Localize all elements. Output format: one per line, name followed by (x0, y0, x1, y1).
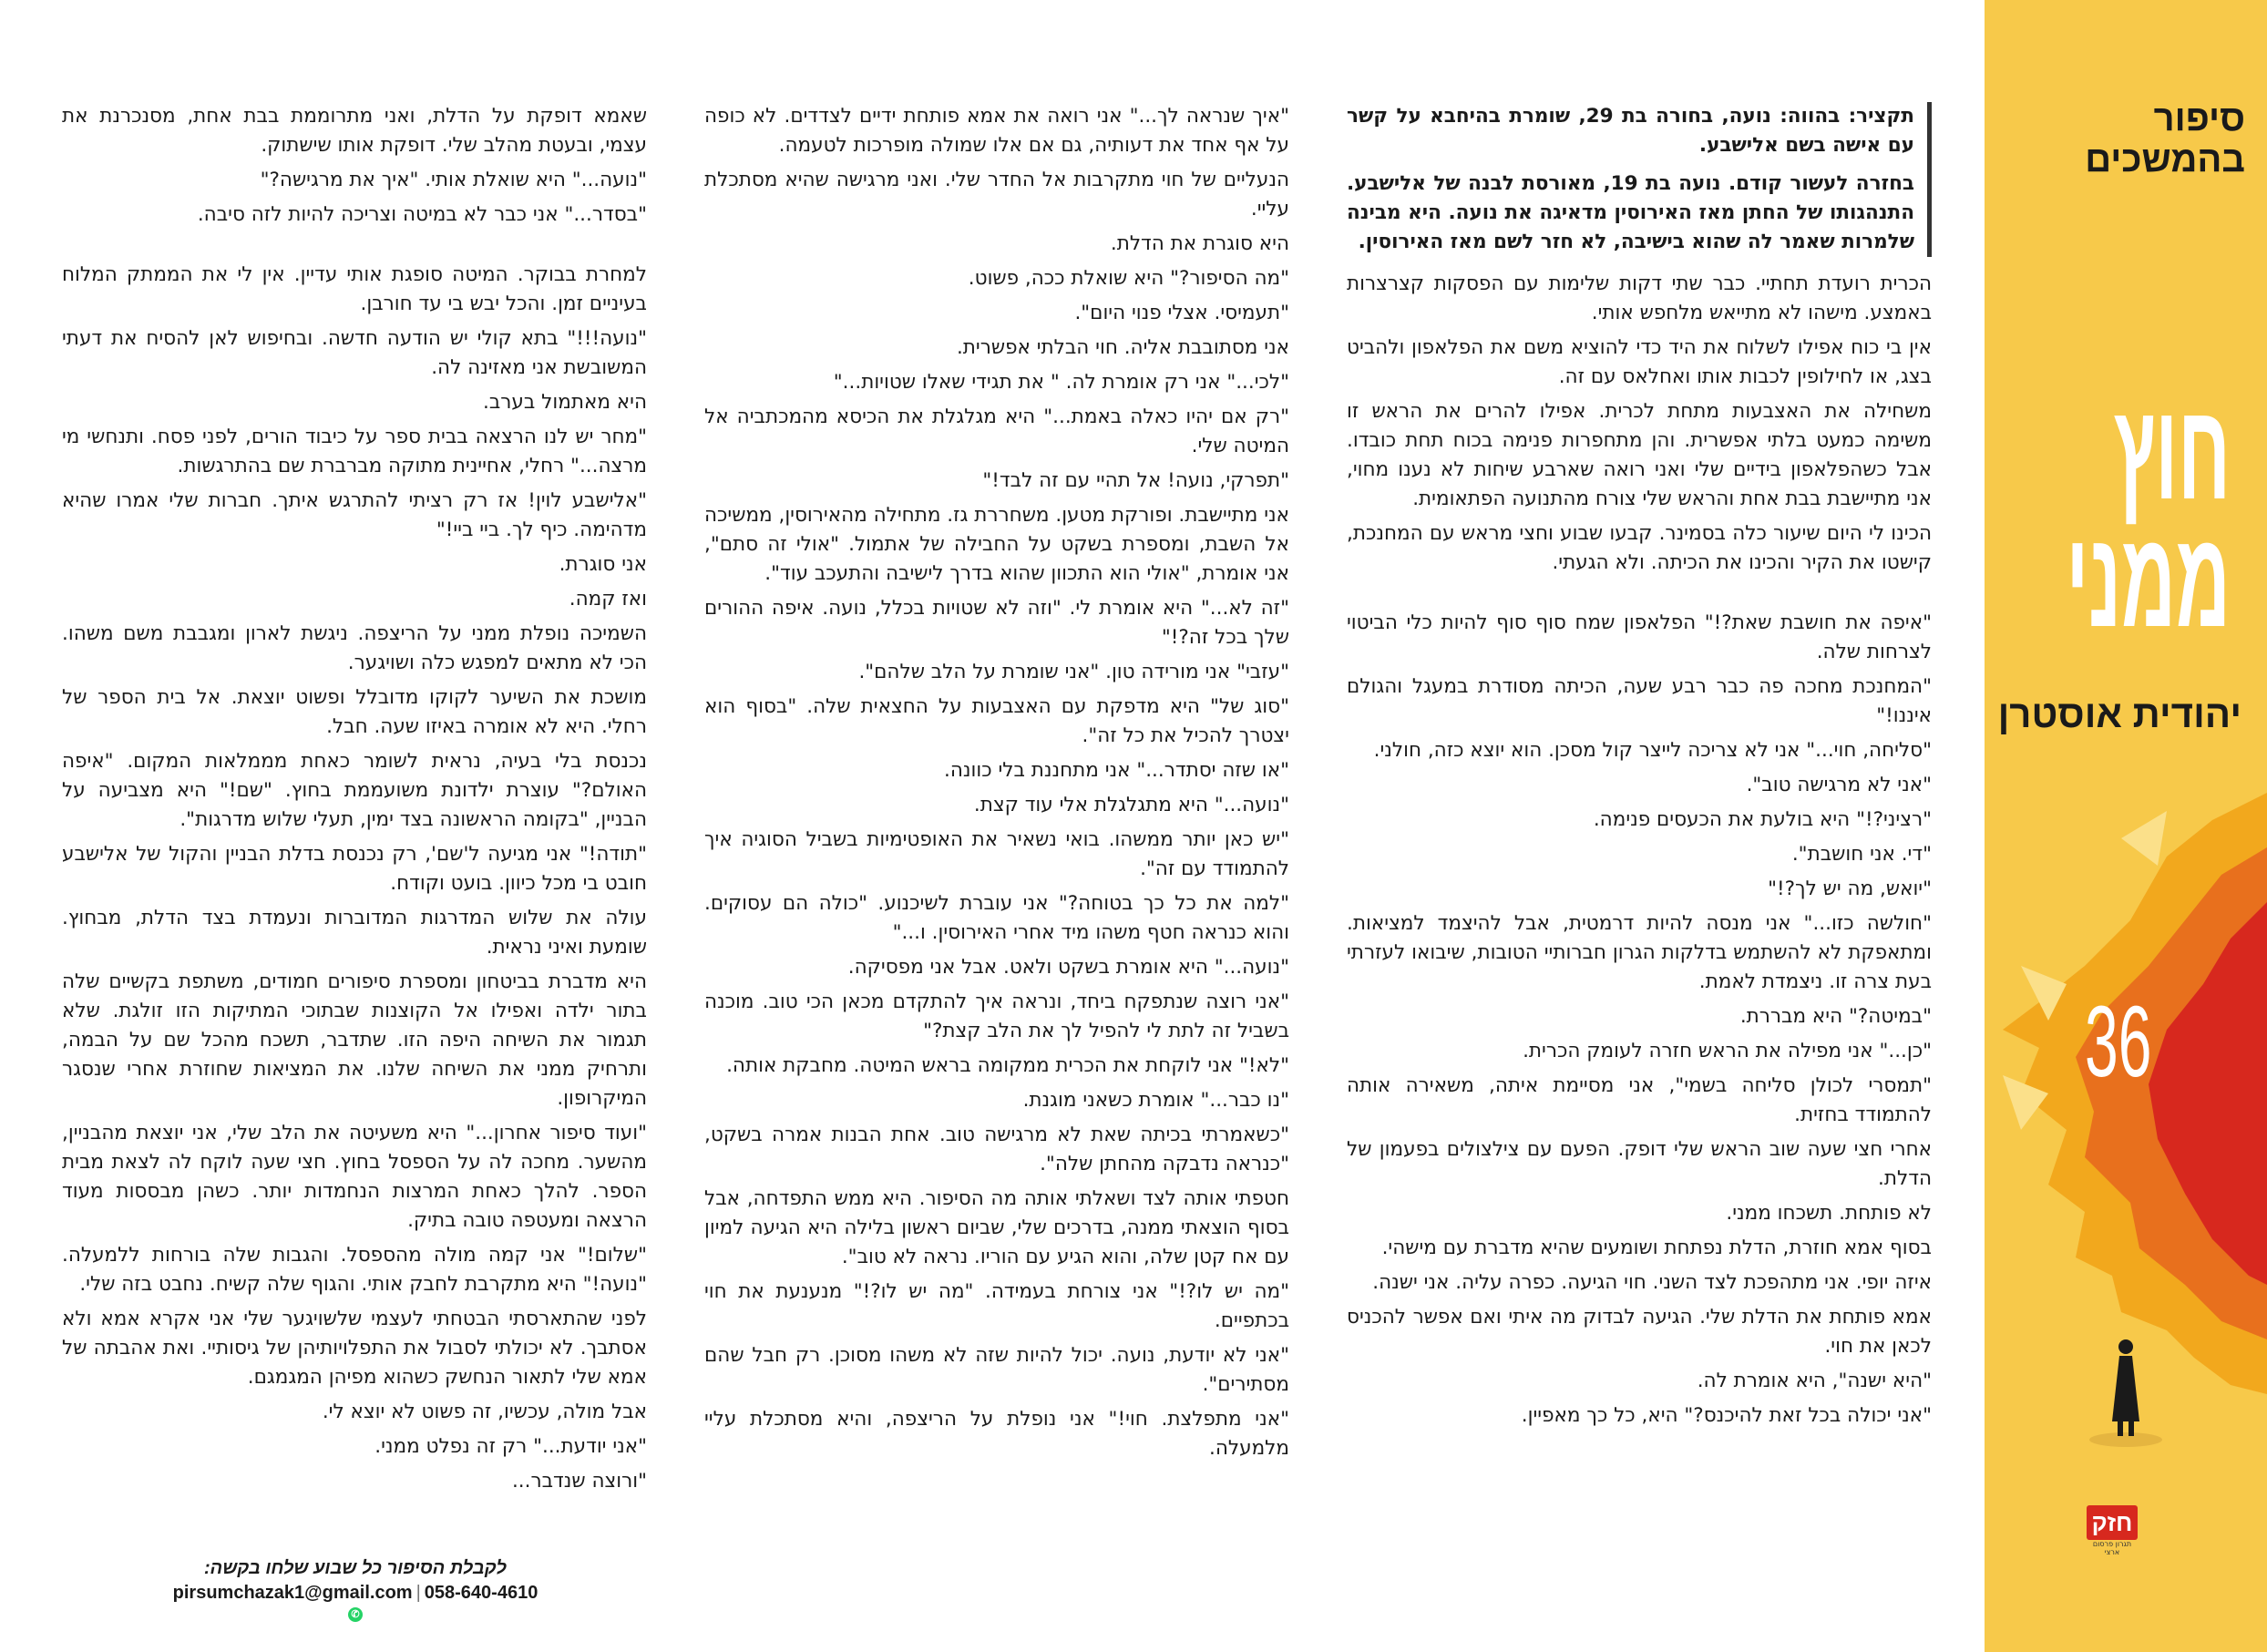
article-column-right (1347, 102, 1932, 1436)
paragraph: השמיכה נופלת ממני על הריצפה. ניגשת לארון ומגבבת משם משהו. הכי לא מתאים למפגש כלה ושויגער. (62, 622, 647, 674)
paragraph: "נועה..." היא מתגלגלת אלי עוד קצת. (973, 794, 1289, 816)
paragraph: בסוף אמא חוזרת, הדלת נפתחת ושומעים שהיא מדברת עם מישהי. (1381, 1236, 1932, 1259)
paragraph: "די. אני חושבת". (1791, 843, 1932, 866)
woman-silhouette-icon (2089, 1339, 2162, 1447)
paragraph: "כן..." אני מפילה את הראש חזרה לעומק הכרית. (1523, 1040, 1932, 1062)
paragraph: "או שזה יסתדר..." אני מתחננת בלי כוונה. (944, 759, 1289, 782)
paragraph: "ועוד סיפור אחרון..." היא משעיטה את הלב שלי, אני יוצאת מהבניין, מהשער. מחכה לה על הספסל בחוץ. חצי שעה לוקח לה לצאת מבית הספר. להלך כאחת המרצות הנחמדות יותר. כשהן מבססות מעוד הרצאה ומעטפה טובה בתיק. (62, 1122, 647, 1232)
paragraph: אחרי חצי שעה שוב הראש שלי דופק. הפעם עם צילצולים בפעמון של הדלת. (1347, 1138, 1932, 1190)
paragraph: "איפה את חושבת שאת?!" הפלאפון שמח סוף סוף להיות כלי הביטוי לצרחות שלה. (1347, 611, 1932, 663)
paragraph: "זה לא..." היא אומרת לי. "וזה לא שטויות בכלל, נועה. איפה ההורים שלך בכל זה?!" (704, 597, 1289, 649)
logo-mark: חזק (2087, 1505, 2138, 1540)
paragraph: למחרת בבוקר. המיטה סופגת אותי עדיין. אין לי את הממתק המלוח בעיניים זמן. והכל יבש בי עד חורבן. (62, 263, 647, 315)
paragraph: "בסדר..." אני כבר לא במיטה וצריכה להיות לזה סיבה. (197, 203, 647, 226)
story-summary (1347, 102, 1932, 257)
paragraph: לא פותחת. תשכחו ממני. (1726, 1202, 1932, 1225)
paragraph: "למה את כל כך בטוחה?" אני עוברת לשיכנוע. "כולה הם עסוקים. והוא כנראה חטף משהו מיד אחרי האירוסין. ו..." (704, 892, 1289, 944)
paragraph: "אני רוצה שנתפקח ביחד, ונראה איך להתקדם מכאן הכי טוב. מוכנה בשביל זה לתת לי להפיל לך את הלב קצת?" (704, 990, 1289, 1042)
paragraph: "אלישבע לוין! אז רק רציתי להתרגש איתך. חברות שלי אמרו שהיא מדהימה. כיף לך. ביי ביי!" (62, 489, 647, 541)
paragraph: חטפתי אותה לצד ושאלתי אותה מה הסיפור. היא ממש התפדחה, אבל בסוף הוצאתי ממנה, בדרכים שלי, שביום ראשון בלילה היא הגיעה למיון עם אח קטן שלה, והוא הגיע עם הוריו. נראה לא טוב". (704, 1187, 1289, 1268)
paragraph: משחילה את האצבעות מתחת לכרית. אפילו להרים את הראש זו משימה כמעט בלתי אפשרית. והן מתחפרות פנימה בכוח תחת כובדו. אבל כשהפלאפון בידיים שלי ואני רואה שארבע שיחות לא נענו מחוי, אני מתיישבת בבת אחת והראש שלי צורח מהתנועה הפתאומית. (1347, 400, 1932, 510)
paragraph: "נועה..." היא אומרת בשקט ולאט. אבל אני מפסיקה. (847, 956, 1289, 979)
paragraph: איזה יופי. אני מתהפכת לצד השני. חוי הגיעה. כפרה עליה. אני ישנה. (1372, 1271, 1932, 1294)
article-column-left (62, 102, 647, 1502)
paragraph: אמא פותחת את הדלת שלי. הגיעה לבדוק מה איתי ואם אפשר להכניס לכאן את חוי. (1347, 1306, 1932, 1358)
paragraph: "אני יכולה בכל זאת להיכנס?" היא, כל כך מאפיין. (1521, 1404, 1932, 1427)
paragraph: "אני לא יודעת, נועה. יכול להיות שזה לא משהו מסוכן. רק חבל שהם מסתירים". (704, 1344, 1289, 1396)
paragraph: "עזבי" אני מורידה טון. "אני שומרת על הלב שלהם". (858, 661, 1289, 683)
page-number: 36 (2085, 986, 2152, 1098)
paragraph: "סליחה, חוי..." אני לא צריכה לייצר קול מסכן. הוא יוצא כזה, חולני. (1373, 739, 1932, 762)
story-title-line2: ממני (2066, 502, 2231, 655)
paragraph: "שלום!" אני קמה מולה מהספסל. והגבות שלה בורחות ללמעלה. "נועה!" היא מתקרבת לחבק אותי. והגוף שלה קשיח. נחבט בזה שלי. (62, 1244, 647, 1296)
paragraph: "אני לא מרגישה טוב". (1746, 774, 1932, 796)
torn-paper-burst-illustration (1985, 0, 2267, 1652)
paragraph: הכרית רועדת תחתיי. כבר שתי דקות שלימות עם הפסקות קצרצרות באמצע. מישהו לא מתייאש מלחפש אותי. (1347, 272, 1932, 324)
paragraph: היא מדברת בביטחון ומספרת סיפורים חמודים, משתפת בקשיים שלה בתור ילדה ואפילו אל הקוצנות שבתוכי המתיקות הזו זולגת. שלא תגמור את השיחה היפה הזו. שתדבר, תשכח מהכל שם על הבמה, ותרחיק ממני את השיחה שלנו. את המציאות שחוזרת אחרי שנסגר המיקרופון. (62, 970, 647, 1110)
paragraph: "יואש, מה יש לך?!" (1768, 877, 1932, 900)
summary-past: בחזרה לעשור קודם. נועה בת 19, מאורסת לבנה של אלישבע. התנהגותו של החתן מאז האירוסין מדאיגה את נועה. היא מבינה שלמרות שאמר לה שהוא בישיבה, לא חזר לשם מאז האירוסין. (1347, 172, 1914, 253)
paragraph: "חולשה כזו..." אני מנסה להיות דרמטית, אבל להיצמד למציאות. ומתאפקת לא להשתמש בדלקות הגרון חברותיי הטובות, שיבואו לעזרתי בעת צרה זו. ניצמדת לאמת. (1347, 912, 1932, 993)
paragraph: הנעליים של חוי מתקרבות אל החדר שלי. ואני מרגישה שהיא מסתכלת עליי. (704, 169, 1289, 221)
paragraph: "תעמיסי. אצלי פנוי היום". (1074, 302, 1289, 324)
paragraph: "נועה..." היא שואלת אותי. "איך את מרגישה?" (260, 169, 647, 191)
story-sidebar (1985, 0, 2267, 1652)
logo-subtitle: תגרון פרסום ארצי (2092, 1540, 2132, 1556)
paragraph: מושכת את השיער לקוקו מדובלל ופשוט יוצאת. אל בית הספר של רחלי. היא לא אומרה באיזו שעה. חבל. (62, 686, 647, 738)
paragraph: היא סוגרת את הדלת. (1110, 232, 1289, 255)
paragraph: "ורוצה שנדבר... (511, 1470, 647, 1493)
contact-footer (164, 1558, 547, 1625)
publisher-logo (2087, 1505, 2138, 1556)
paragraph: אני מסתובבת אליה. חוי הבלתי אפשרית. (956, 336, 1289, 359)
paragraph: ואז קמה. (569, 588, 647, 611)
paragraph: אני מתיישבת. ופורקת מטען. משחררת גז. מתחילה מהאירוסין, ממשיכה אל השבת, ומספרת בשקט על החבילה של אתמול. "אולי זה סתם", אני אומרת, "אולי הוא התכוון שהוא בדרך לישיבה והתעכב עוד". (703, 504, 1289, 585)
subscribe-text: לקבלת הסיפור כל שבוע שלחו בקשה: (204, 1558, 507, 1578)
paragraph: "סוג של" היא מדפקת עם האצבעות על החצאית שלה. "בסוף הוא יצטרך להכיל את כל זה". (704, 695, 1289, 747)
paragraph: היא מאתמול בערב. (483, 391, 647, 414)
paragraph: "נועה!!!" בתא קולי יש הודעה חדשה. ובחיפוש לאן להסיח את דעתי המשובשת אני מאזינה לה. (62, 327, 647, 379)
paragraph: "נו כבר..." אומרת כשאני מוגנת. (1022, 1089, 1289, 1112)
paragraph: אני סוגרת. (559, 553, 647, 576)
paragraph: שאמא דופקת על הדלת, ואני מתרוממת בבת אחת, מסנכרנת את עצמי, ובעטת מהלב שלי. דופקת אותו שישתוק. (62, 105, 647, 157)
paragraph: "רציני?!" היא בולעת את הכעסים פנימה. (1593, 808, 1932, 831)
paragraph: "אני מתפלצת. חוי!" אני נופלת על הריצפה, והיא מסתכלת עליי מלמעלה. (704, 1408, 1289, 1460)
paragraph: "רק אם יהיו כאלה באמת..." היא מגלגלת את הכיסא מהמכתביה אל המיטה שלי. (704, 405, 1289, 457)
paragraph: לפני שהתארסתי הבטחתי לעצמי שלשויגער שלי אני אקרא אמא ולא אסתבך. לא יכולתי לסבול את התפלויותיהן של גיסותיי. ואת אהבתה של אמא שלי לתאור הנחשק כשהוא מפיהן המגמגם. (62, 1308, 647, 1389)
paragraph: "כשאמרתי בכיתה שאת לא מרגישה טוב. אחת הבנות אמרה בשקט, "כנראה נדבקה מהחתן שלה". (704, 1124, 1289, 1175)
paragraph: אין בי כוח אפילו לשלוח את היד כדי להוציא משם את הפלאפון ולהביט בצג, או לחילופין לכבות אותו ואחלאס עם זה. (1347, 336, 1932, 388)
paragraph: "מה יש לו?!" אני צורחת בעמידה. "מה יש לו?!" מנענעת את חוי בכתפיים. (704, 1280, 1289, 1332)
author-name: יהודית אוסטרן (1997, 693, 2241, 735)
paragraph: "מחר יש לנו הרצאה בבית ספר על כיבוד הורים, לפני פסח. ותנחשי מי מרצה..." רחלי, אחיינית מתוקה מברברת שם בהתרגשות. (62, 426, 647, 477)
paragraph: נכנסת בלי בעיה, נראית לשומר כאחת מממלאות המקום. "איפה האולם?" עוצרת ילדונת משועממת בחוץ. "שם!" היא מצביעה על הבניין, "בקומה הראשונה בצד ימין, תעלי שלוש מדרגות". (62, 750, 647, 831)
paragraph: "במיטה?" היא מבררת. (1739, 1005, 1932, 1028)
paragraph: "תודה!" אני מגיעה ל'שם', רק נכנסת בדלת הבניין והקול של אלישבע חובט בי מכל כיוון. בועט וקודח. (62, 843, 647, 895)
paragraph: "איך שנראה לך..." אני רואה את אמא פותחת ידיים לצדדים. לא כופה על אף אחד את דעותיה, גם אם אלו שמולה מופרכות לטעמה. (704, 105, 1289, 157)
paragraph: "לא!" אני לוקחת את הכרית ממקומה בראש המיטה. מחבקת אותה. (726, 1054, 1289, 1077)
article-column-middle (704, 102, 1289, 1469)
paragraph: אבל מולה, עכשיו, זה פשוט לא יוצא לי. (322, 1401, 647, 1423)
paragraph: "המחנכת מחכה פה כבר רבע שעה, הכיתה מסודרת במעגל והגולם איננו!" (1347, 675, 1932, 727)
paragraph: עולה את שלוש המדרגות המדוברות ונעמדת בצד הדלת, מבחוץ. שומעת ואיני נראית. (62, 907, 647, 959)
story-title-line1: חוץ (2113, 375, 2231, 528)
paragraph: הכינו לי היום שיעור כלה בסמינר. קבעו שבוע וחצי מראש עם המחנכת, קישטו את הקיר והכינו את הכיתה. ולא הגעתי. (1347, 522, 1932, 574)
email-link[interactable]: pirsumchazak1@gmail.com (172, 1583, 413, 1603)
paragraph: "תמסרי לכולן סליחה בשמי", אני מסיימת איתה, משאירה אותה להתמודד בחזית. (1347, 1074, 1932, 1126)
paragraph: "תפרקי, נועה! אל תהיי עם זה לבד!" (982, 469, 1289, 492)
divider: | (415, 1583, 421, 1603)
summary-present: תקציר: בהווה: נועה, בחורה בת 29, שומרת בהיחבא על קשר עם אישה בשם אלישבע. (1347, 105, 1914, 157)
whatsapp-icon: ✆ (348, 1607, 363, 1622)
paragraph: "מה הסיפור?" היא שואלת ככה, פשוט. (968, 267, 1289, 290)
phone-number[interactable]: 058-640-4610 (424, 1583, 539, 1603)
section-label: סיפור בהמשכים (2085, 98, 2245, 180)
paragraph: "יש כאן יותר ממשהו. בואי נשאיר את האופטימיות בשביל הסוגיה איך להתמודד עם זה". (704, 828, 1289, 880)
paragraph: "אני יודעת..." רק זה נפלט ממני. (374, 1435, 647, 1458)
paragraph: "לכי..." אני רק אומרת לה. " את תגידי שאלו שטויות..." (833, 371, 1289, 394)
paragraph: "היא ישנה", היא אומרת לה. (1697, 1370, 1932, 1392)
